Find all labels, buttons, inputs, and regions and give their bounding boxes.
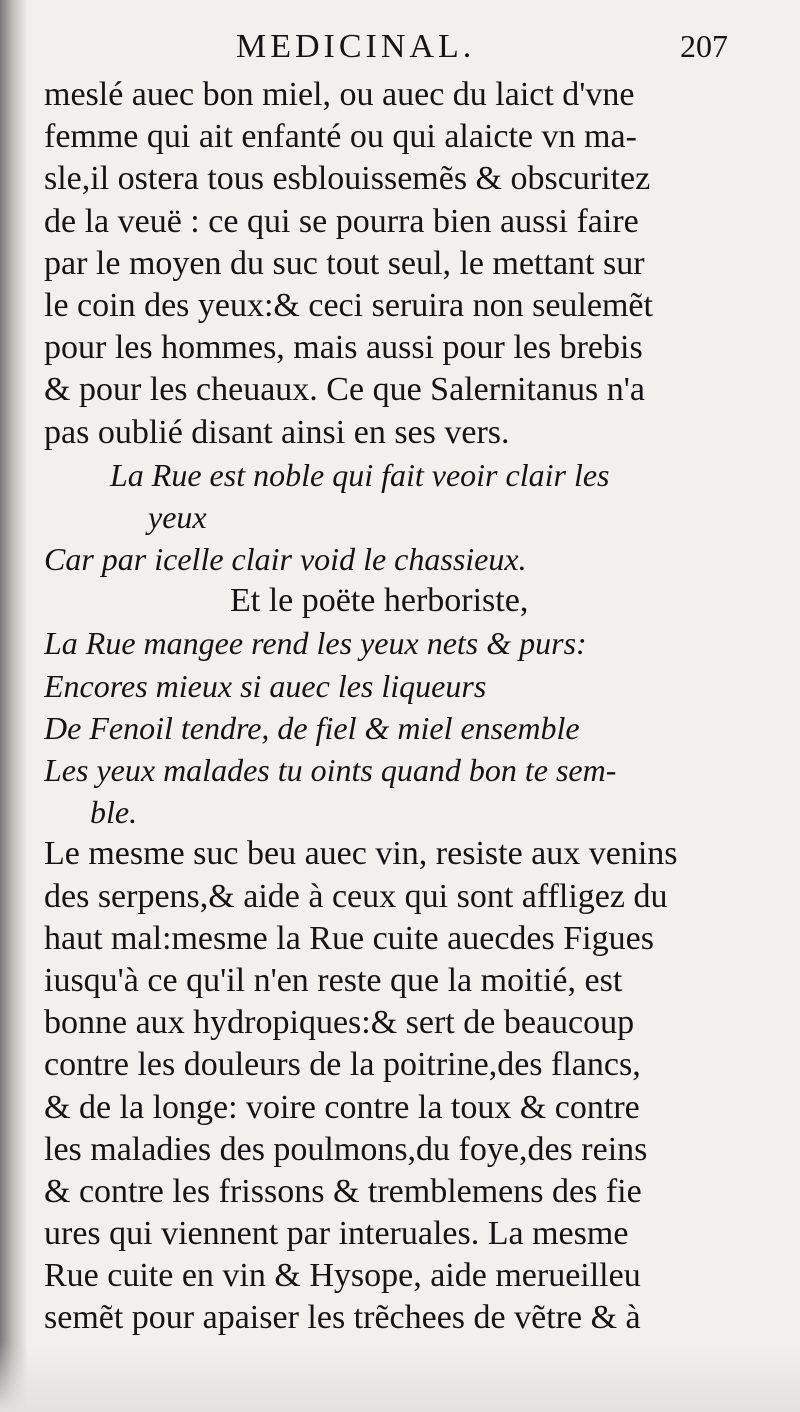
- verse-line: La Rue est noble qui fait veoir clair les: [110, 456, 610, 493]
- binding-shadow: [0, 0, 28, 1412]
- transition-line: Et le poëte herboriste,: [230, 582, 529, 620]
- text-line: par le moyen du suc tout seul, le mettant sur: [44, 244, 645, 282]
- verse-line: ble.: [90, 794, 138, 831]
- page-bottom-shade: [0, 1342, 800, 1412]
- text-line: pas oublié disant ainsi en ses vers.: [44, 413, 510, 451]
- text-line: & contre les frissons & tremblemens des fie: [44, 1172, 642, 1210]
- running-head: MEDICINAL.: [236, 28, 476, 65]
- text-line: Rue cuite en vin & Hysope, aide merueilleu: [44, 1257, 641, 1295]
- verse-line: Les yeux malades tu oints quand bon te sem-: [44, 752, 617, 788]
- verse-line: De Fenoil tendre, de fiel & miel ensemble: [44, 709, 580, 746]
- text-line: des serpens,& aide à ceux qui sont affligez du: [44, 877, 668, 915]
- text-line: & de la longe: voire contre la toux & contre: [44, 1088, 640, 1126]
- text-line: pour les hommes, mais aussi pour les brebis: [44, 329, 643, 367]
- text-line: haut mal:mesme la Rue cuite auecdes Figues: [44, 919, 654, 957]
- verse-line: Encores mieux si auec les liqueurs: [44, 667, 487, 704]
- text-line: bonne aux hydropiques:& sert de beaucoup: [44, 1004, 635, 1042]
- verse-line: Car par icelle clair void le chassieux.: [44, 541, 527, 578]
- page-header: [0, 28, 800, 68]
- verse-line: La Rue mangee rend les yeux nets & purs:: [44, 625, 587, 662]
- text-line: iusqu'à ce qu'il n'en reste que la moitié, est: [44, 961, 623, 999]
- text-line: & pour les cheuaux. Ce que Salernitanus n'a: [44, 371, 645, 409]
- text-line: les maladies des poulmons,du foye,des reins: [44, 1130, 648, 1168]
- page-number: 207: [680, 28, 728, 64]
- text-line: de la veuë : ce qui se pourra bien aussi faire: [44, 202, 639, 240]
- text-line: contre les douleurs de la poitrine,des flancs,: [44, 1046, 641, 1084]
- text-line: semẽt pour apaiser les trẽchees de vẽtre & à: [44, 1299, 641, 1337]
- text-line: meslé auec bon miel, ou auec du laict d'vne: [44, 76, 635, 113]
- text-line: sle,il ostera tous esblouissemẽs & obscuritez: [44, 160, 651, 198]
- page-body: [44, 74, 758, 1340]
- text-line: Le mesme suc beu auec vin, resiste aux venins: [44, 835, 678, 873]
- text-line: le coin des yeux:& ceci seruira non seulemẽt: [44, 286, 653, 324]
- verse-line: yeux: [148, 498, 207, 535]
- text-line: femme qui ait enfanté ou qui alaicte vn ma-: [44, 118, 637, 156]
- text-line: ures qui viennent par interuales. La mesme: [44, 1215, 629, 1253]
